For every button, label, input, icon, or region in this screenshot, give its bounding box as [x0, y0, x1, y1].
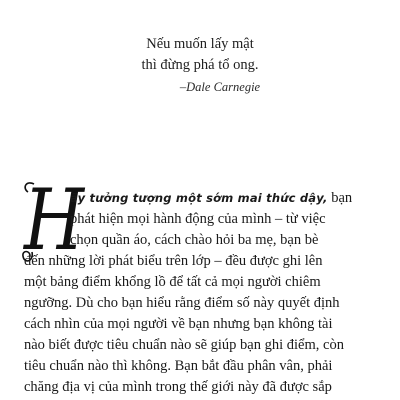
body-line-7: cách nhìn của mọi người về bạn nhưng bạn không tài — [24, 316, 333, 332]
drop-cap: H — [24, 171, 85, 269]
body-line-9: tiêu chuẩn nào thì không. Bạn bắt đầu phân vân, phải — [24, 358, 333, 374]
body-line-8: nào biết được tiêu chuẩn nào sẽ giúp bạn ghi điểm, còn — [24, 337, 344, 353]
epigraph — [0, 34, 400, 96]
epigraph-attribution: –Dale Carnegie — [179, 80, 261, 94]
body-line-2: phát hiện mọi hành động của mình – từ việc — [70, 211, 326, 227]
lead-in-text: ãy tưởng tượng một sớm mai thức dậy, — [70, 191, 328, 205]
body-line-1-rest: bạn — [327, 190, 353, 206]
epigraph-line-1: Nếu muốn lấy mật — [146, 36, 254, 52]
body-line-6: ngưỡng. Dù cho bạn hiểu rằng điểm số này quyết định — [24, 295, 340, 311]
body-line-3: chọn quần áo, cách chào hỏi ba mẹ, bạn bè — [70, 232, 319, 248]
body-line-1 — [70, 188, 352, 208]
epigraph-line-2: thì đừng phá tổ ong. — [141, 57, 259, 73]
body-line-10: chăng địa vị của mình trong thế giới này đã được sắp — [24, 379, 332, 395]
body-line-4: đến những lời phát biểu trên lớp – đều được ghi lên — [24, 253, 323, 269]
body-line-5: một bảng điểm khổng lồ để tất cả mọi người chiêm — [24, 274, 321, 290]
